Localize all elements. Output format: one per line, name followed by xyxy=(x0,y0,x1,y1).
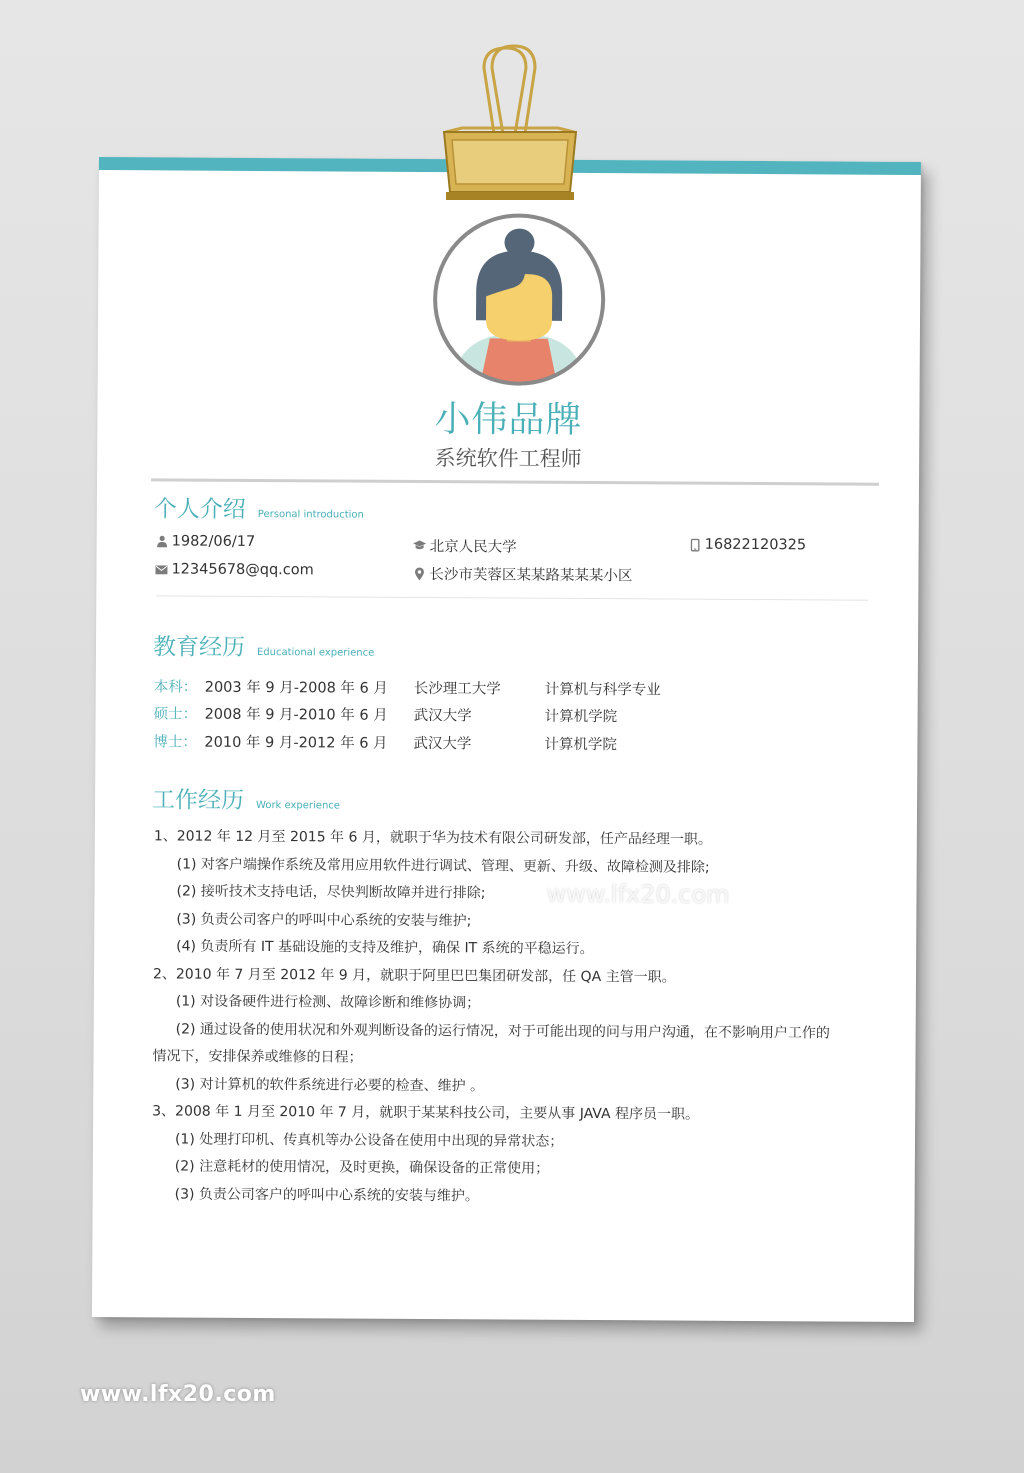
mobile-phone-icon xyxy=(688,538,702,552)
site-watermark: www.lfx20.com xyxy=(80,1382,276,1407)
binder-clip-icon xyxy=(440,40,580,210)
school-name: 武汉大学 xyxy=(413,707,472,725)
job-duty: (1) 对设备硬件进行检测、故障诊断和维修协调； xyxy=(175,993,481,1012)
section-divider xyxy=(156,595,868,600)
avatar-illustration-icon xyxy=(432,212,607,387)
major-name: 计算机与科学专业 xyxy=(544,681,661,699)
job-duty: (2) 通过设备的使用状况和外观判断设备的运行情况，对于可能出现的问与用户沟通，在不影响用户工作的 xyxy=(175,1020,830,1041)
location-pin-icon xyxy=(412,566,426,580)
school-field xyxy=(413,535,517,557)
job-heading: 1、2012 年 12 月至 2015 年 6 月，就职于华为技术有限公司研发部，任产品经理一职。 xyxy=(153,828,712,848)
job-duty: (3) 负责公司客户的呼叫中心系统的安装与维护; xyxy=(176,910,472,929)
job-heading: 3、2008 年 1 月至 2010 年 7 月，就职于某某科技公司，主要从事 JAVA 程序员一职。 xyxy=(152,1103,700,1123)
job-duty-continued: 情况下，安排保养或维修的日程； xyxy=(152,1048,363,1066)
birthday-value: 1982/06/17 xyxy=(171,533,256,550)
study-period: 2003 年 9 月-2008 年 6 月 xyxy=(204,679,388,697)
job-duty: (3) 对计算机的软件系统进行必要的检查、维护 。 xyxy=(175,1075,485,1094)
phone-field xyxy=(688,537,807,554)
degree-label: 硕士： xyxy=(153,706,198,723)
section-title-en: Personal introduction xyxy=(257,508,364,521)
job-title: 系统软件工程师 xyxy=(434,446,582,471)
section-title-en: Educational experience xyxy=(256,646,375,659)
school-name: 长沙理工大学 xyxy=(413,680,501,698)
job-heading: 2、2010 年 7 月至 2012 年 9 月，就职于阿里巴巴集团研发部，任 QA 主管一职。 xyxy=(152,965,676,986)
center-watermark: www.lfx20.com xyxy=(546,879,730,909)
job-duty: (2) 接听技术支持电话，尽快判断故障并进行排除; xyxy=(176,883,486,902)
study-period: 2010 年 9 月-2012 年 6 月 xyxy=(204,734,388,752)
email-value: 12345678@qq.com xyxy=(171,561,314,579)
section-title-cn: 教育经历 xyxy=(152,634,246,661)
job-duty: (1) 处理打印机、传真机等办公设备在使用中出现的异常状态； xyxy=(174,1130,564,1150)
section-title-education xyxy=(153,628,374,662)
degree-label: 本科： xyxy=(153,679,198,696)
job-duty: (3) 负责公司客户的呼叫中心系统的安装与维护。 xyxy=(174,1185,479,1204)
email-field xyxy=(154,561,313,578)
address-field xyxy=(412,563,632,585)
section-title-en: Work experience xyxy=(256,799,341,812)
job-duty: (2) 注意耗材的使用情况，及时更换，确保设备的正常使用； xyxy=(174,1158,550,1177)
job-duty: (4) 负责所有 IT 基础设施的支持及维护，确保 IT 系统的平稳运行。 xyxy=(176,938,594,958)
school-name: 武汉大学 xyxy=(413,735,472,753)
phone-value: 16822120325 xyxy=(704,536,807,554)
work-experience-list xyxy=(152,823,866,1212)
section-title-work xyxy=(152,781,340,815)
resume-paper xyxy=(92,157,921,1322)
header-rule xyxy=(151,478,879,485)
job-duty: (1) 对客户端操作系统及常用应用软件进行调试、管理、更新、升级、故障检测及排除; xyxy=(176,855,710,876)
graduation-cap-icon xyxy=(413,538,427,552)
birthday-field xyxy=(155,533,256,550)
section-title-cn: 个人介绍 xyxy=(153,496,246,523)
section-title-personal xyxy=(154,490,364,524)
address-value: 长沙市芙蓉区某某路某某某小区 xyxy=(429,567,633,585)
avatar xyxy=(432,212,607,387)
candidate-name: 小伟品牌 xyxy=(434,399,583,441)
section-title-cn: 工作经历 xyxy=(151,787,245,814)
envelope-icon xyxy=(154,562,168,576)
person-icon xyxy=(155,534,169,548)
study-period: 2008 年 9 月-2010 年 6 月 xyxy=(204,706,388,724)
degree-label: 博士： xyxy=(153,734,197,751)
school-value: 北京人民大学 xyxy=(429,539,517,556)
major-name: 计算机学院 xyxy=(544,736,617,754)
major-name: 计算机学院 xyxy=(544,708,618,726)
